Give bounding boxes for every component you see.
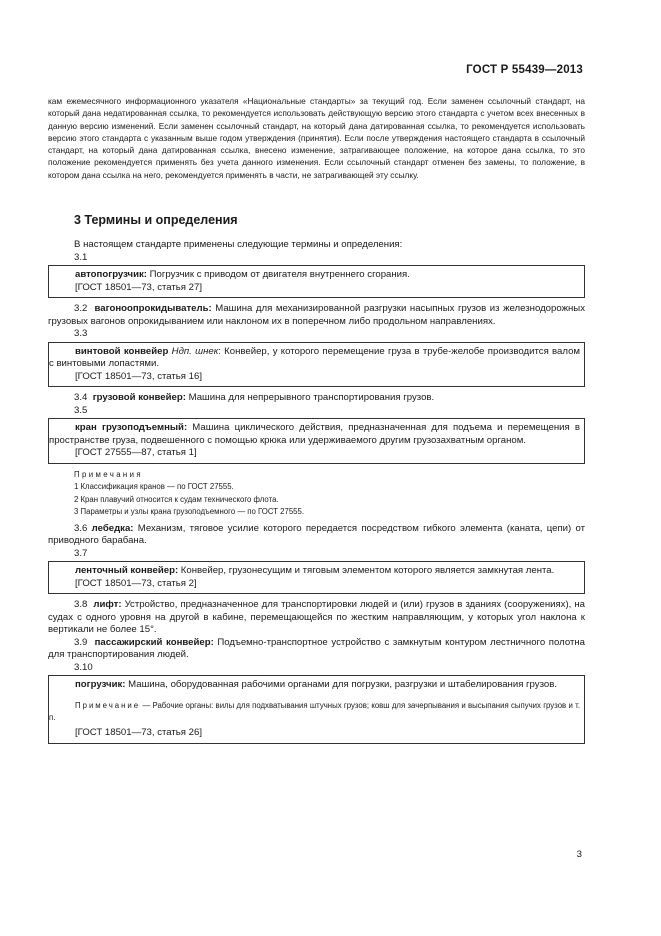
term-reference: [ГОСТ 18501—73, статья 27] xyxy=(75,281,202,293)
term-definition xyxy=(48,523,585,548)
term-box-lentochny-konveyer xyxy=(48,561,585,594)
term-note-text: — Рабочие органы: вилы для подхватывания штучных грузов; ковш для зачерпывания и высыпания сыпучих грузов и т. п. xyxy=(49,700,580,722)
term-reference: [ГОСТ 18501—73, статья 16] xyxy=(75,370,202,382)
term-definition xyxy=(49,422,580,447)
term-text: Подъемно-транспортное устройство с замкнутым контуром лестничного полотна для транспортирования людей. xyxy=(48,636,585,661)
term-name: автопогрузчик: xyxy=(75,269,147,281)
notes-title: Примечания xyxy=(74,469,144,479)
term-text: Машина для механизированной разгрузки насыпных грузов из железнодорожных грузовых вагонов опрокидыванием или наклоном их в поперечном либо продольном направлениях. xyxy=(48,303,585,327)
note-item: 2 Кран плавучий относится к судам технического флота. xyxy=(74,494,279,504)
term-name: лифт: xyxy=(93,599,122,611)
notes-block xyxy=(74,469,585,519)
note-item: 1 Классификация кранов — по ГОСТ 27555. xyxy=(74,482,234,492)
term-name: винтовой конвейер xyxy=(75,345,169,357)
term-number: 3.7 xyxy=(74,547,88,559)
term-number: 3.6 xyxy=(74,522,88,534)
term-name: кран грузоподъемный: xyxy=(75,422,188,434)
term-name: пассажирский конвейер: xyxy=(94,636,214,648)
term-reference: [ГОСТ 18501—73, статья 2] xyxy=(75,577,197,589)
note-item: 3 Параметры и узлы крана грузоподъемного — по ГОСТ 27555. xyxy=(74,507,304,517)
term-definition xyxy=(48,637,585,662)
standard-code-header: ГОСТ Р 55439—2013 xyxy=(466,64,583,76)
term-definition xyxy=(49,679,580,692)
term-number: 3.1 xyxy=(74,251,88,263)
term-note xyxy=(49,700,580,725)
section-title: 3 Термины и определения xyxy=(74,213,238,228)
term-number: 3.3 xyxy=(74,328,88,340)
term-number: 3.4 xyxy=(74,392,88,404)
term-text: Конвейер, грузонесущим и тяговым элементом которого является замкнутая лента. xyxy=(178,565,555,577)
term-text: Машина циклического действия, предназначенная для подъема и перемещения в пространстве груза, подвешенного с помощью крюка или удерживаемого другим грузозахватным органом. xyxy=(49,422,580,446)
term-text: : Конвейер, у которого перемещение груза в трубе-желобе производится валом с винтовыми лопастями. xyxy=(49,345,581,370)
term-number: 3.10 xyxy=(74,661,93,673)
term-name: грузовой конвейер: xyxy=(92,392,186,404)
term-note-label: Примечание xyxy=(75,700,141,710)
term-box-autopogruzchik xyxy=(48,265,585,298)
page-number: 3 xyxy=(576,849,582,860)
term-deprecated: Ндп. шнек xyxy=(168,345,219,357)
term-reference: [ГОСТ 27555—87, статья 1] xyxy=(75,447,197,459)
term-text: Погрузчик с приводом от двигателя внутреннего сгорания. xyxy=(147,269,410,281)
lead-paragraph: В настоящем стандарте применены следующие термины и определения: xyxy=(74,239,403,251)
term-definition xyxy=(49,346,580,371)
term-definition xyxy=(49,269,580,282)
term-text: Механизм, тяговое усилие которого передается посредством гибкого элемента (каната, цепи) от приводного барабана. xyxy=(48,522,586,547)
term-number: 3.5 xyxy=(74,404,88,416)
term-name: погрузчик: xyxy=(75,679,126,691)
term-name: вагоноопрокидыватель: xyxy=(94,303,212,315)
term-number: 3.9 xyxy=(74,636,88,648)
term-box-kran xyxy=(48,418,585,464)
term-definition xyxy=(48,599,585,637)
term-name: лебедка: xyxy=(91,522,134,534)
term-definition xyxy=(48,303,585,328)
page-content xyxy=(48,95,585,749)
term-text: Машина для непрерывного транспортирования грузов. xyxy=(185,392,435,404)
term-text: Машина, оборудованная рабочими органами для погрузки, разгрузки и штабелирования грузов. xyxy=(125,679,557,691)
term-definition xyxy=(48,392,585,405)
term-name: ленточный конвейер: xyxy=(75,565,179,577)
term-definition xyxy=(49,565,580,578)
term-box-vintovoy-konveyer xyxy=(48,342,585,388)
term-text: Устройство, предназначенное для транспортировки людей и (или) грузов в зданиях (сооружениях), на судах с одного уровня на другой в кабине, перемещающейся по жестким направляющим, у которых угол наклона к вертикали не более 15°. xyxy=(48,599,585,636)
term-number: 3.2 xyxy=(74,303,88,315)
term-box-pogruzchik xyxy=(48,675,585,744)
term-number: 3.8 xyxy=(74,599,88,611)
term-reference: [ГОСТ 18501—73, статья 26] xyxy=(75,727,202,739)
intro-paragraph: кам ежемесячного информационного указателя «Национальные стандарты» за текущий год. Если заменен ссылочный стандарт, на который дана недатированная ссылка, то рекомендуется использовать действующую версию этого стандарта с учетом всех внесенных в данную версию изменений. Если заменен ссылочный стандарт, на который дана датированная ссылка, то рекомендуется использовать версию этого стандарта с указанным выше годом утверждения (принятия). Если после утверждения настоящего стандарта в ссылочный стандарт, на который дана датированная ссылка, внесено изменение, затрагивающее положение, на которое дана ссылка, то это положение рекомендуется применять без учета данного изменения. Если ссылочный стандарт отменен без замены, то положение, в котором дана ссылка на него, рекомендуется применять в части, не затрагивающей эту ссылку. xyxy=(48,96,585,180)
